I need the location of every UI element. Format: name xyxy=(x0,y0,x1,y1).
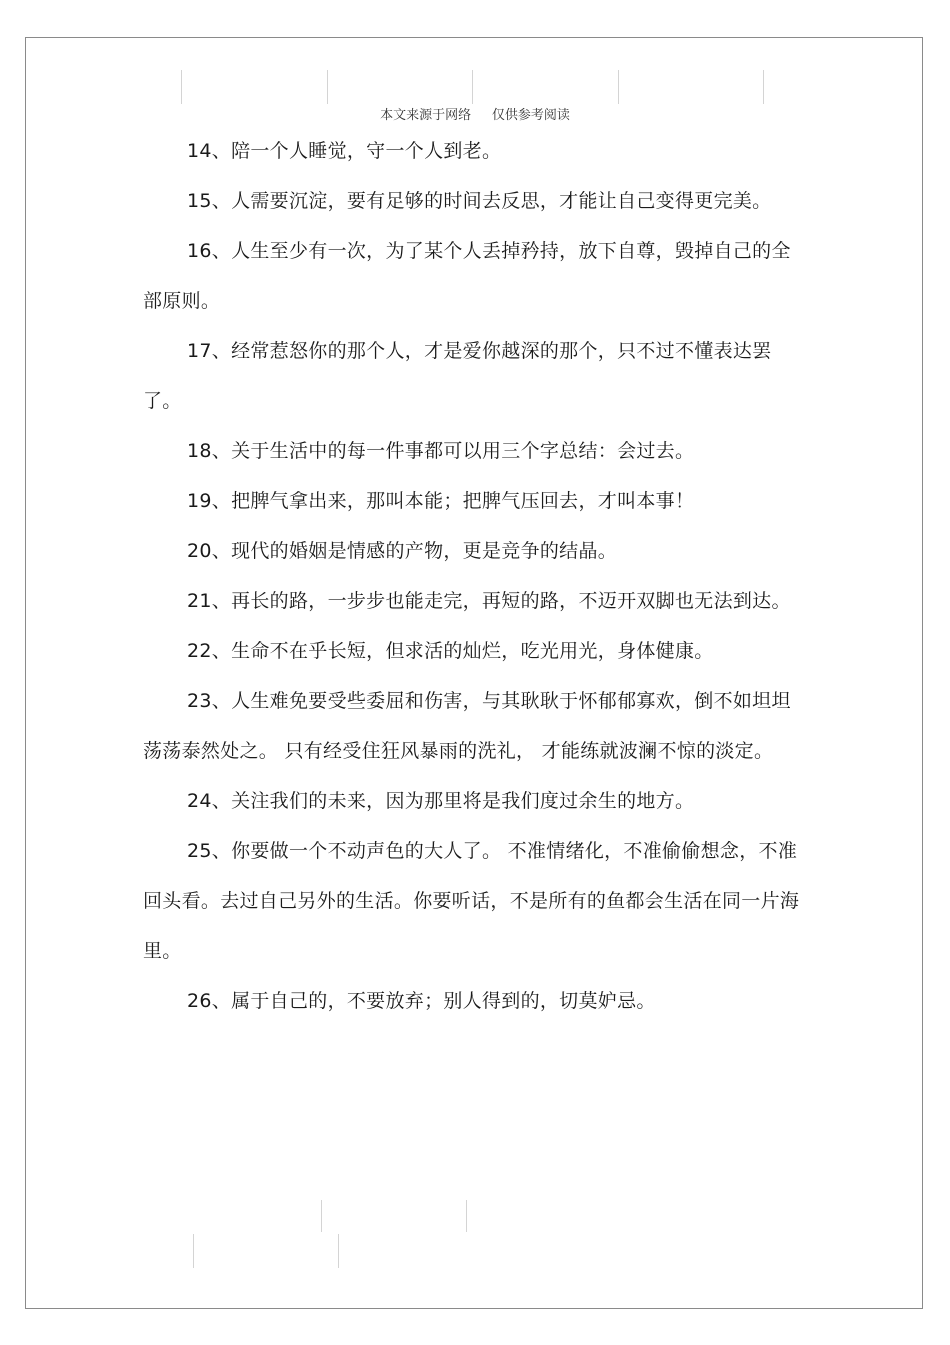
paragraph-16: 16、人生至少有一次，为了某个人丢掉矜持，放下自尊，毁掉自己的全部原则。 xyxy=(143,240,791,312)
header-note: 本文来源于网络 仅供参考阅读 xyxy=(380,108,570,123)
paragraph-22: 22、生命不在乎长短，但求活的灿烂，吃光用光，身体健康。 xyxy=(187,640,714,662)
paragraph-20: 20、现代的婚姻是情感的产物，更是竞争的结晶。 xyxy=(187,540,618,562)
document-body xyxy=(143,126,803,1026)
footer-rule xyxy=(466,1200,467,1232)
header-rule xyxy=(472,70,473,104)
header-rule xyxy=(327,70,328,104)
footer-rule xyxy=(321,1200,322,1232)
header-rule xyxy=(763,70,764,104)
header-rule xyxy=(181,70,182,104)
paragraph-23: 23、人生难免要受些委屈和伤害，与其耿耿于怀郁郁寡欢，倒不如坦坦荡荡泰然处之。 只有经受住狂风暴雨的洗礼， 才能练就波澜不惊的淡定。 xyxy=(143,690,791,762)
paragraph-19: 19、把脾气拿出来，那叫本能；把脾气压回去，才叫本事！ xyxy=(187,490,695,512)
paragraph-24: 24、关注我们的未来，因为那里将是我们度过余生的地方。 xyxy=(187,790,695,812)
footer-rule xyxy=(193,1234,194,1268)
paragraph-18: 18、关于生活中的每一件事都可以用三个字总结：会过去。 xyxy=(187,440,695,462)
paragraph-14: 14、陪一个人睡觉，守一个人到老。 xyxy=(187,140,502,162)
footer-rule xyxy=(338,1234,339,1268)
header-rule xyxy=(618,70,619,104)
paragraph-21: 21、再长的路，一步步也能走完，再短的路，不迈开双脚也无法到达。 xyxy=(187,590,791,612)
paragraph-15: 15、人需要沉淀，要有足够的时间去反思，才能让自己变得更完美。 xyxy=(187,190,772,212)
paragraph-26: 26、属于自己的，不要放弃；别人得到的，切莫妒忌。 xyxy=(187,990,656,1012)
paragraph-17: 17、经常惹怒你的那个人，才是爱你越深的那个，只不过不懂表达罢了。 xyxy=(143,340,772,412)
paragraph-25: 25、你要做一个不动声色的大人了。 不准情绪化，不准偷偷想念，不准回头看。去过自己另外的生活。你要听话，不是所有的鱼都会生活在同一片海里。 xyxy=(143,840,800,962)
